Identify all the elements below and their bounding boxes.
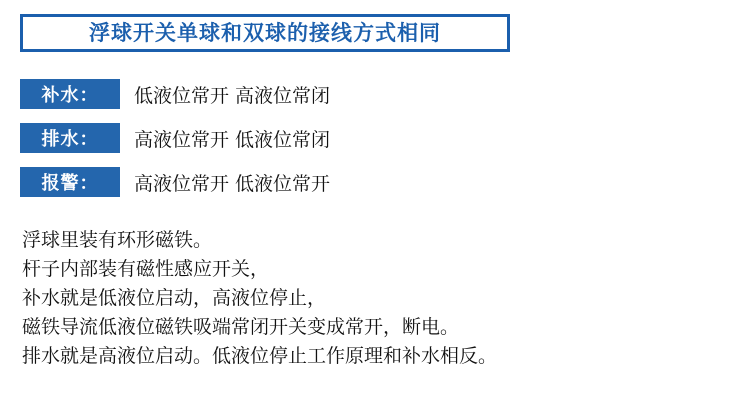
spec-row-list — [20, 78, 720, 210]
row-description: 高液位常开 低液位常闭 — [134, 128, 331, 151]
spec-row — [20, 166, 720, 198]
note-line: 补水就是低液位启动，高液位停止， — [22, 287, 327, 309]
row-tag-badge: 排水： — [20, 123, 120, 153]
title-banner — [20, 14, 510, 52]
note-line: 磁铁导流低液位磁铁吸端常闭开关变成常开，断电。 — [22, 316, 460, 338]
spec-row — [20, 78, 720, 110]
row-tag-badge: 补水： — [20, 79, 120, 109]
row-description: 低液位常开 高液位常闭 — [134, 84, 331, 107]
spec-row — [20, 122, 720, 154]
note-line: 浮球里装有环形磁铁。 — [22, 229, 213, 251]
row-description: 高液位常开 低液位常开 — [134, 172, 331, 195]
page-title: 浮球开关单球和双球的接线方式相同 — [89, 20, 441, 45]
note-line: 杆子内部装有磁性感应开关， — [22, 258, 270, 280]
row-tag-badge: 报警： — [20, 167, 120, 197]
notes-block — [22, 226, 732, 371]
note-line: 排水就是高液位启动。低液位停止工作原理和补水相反。 — [22, 345, 498, 367]
